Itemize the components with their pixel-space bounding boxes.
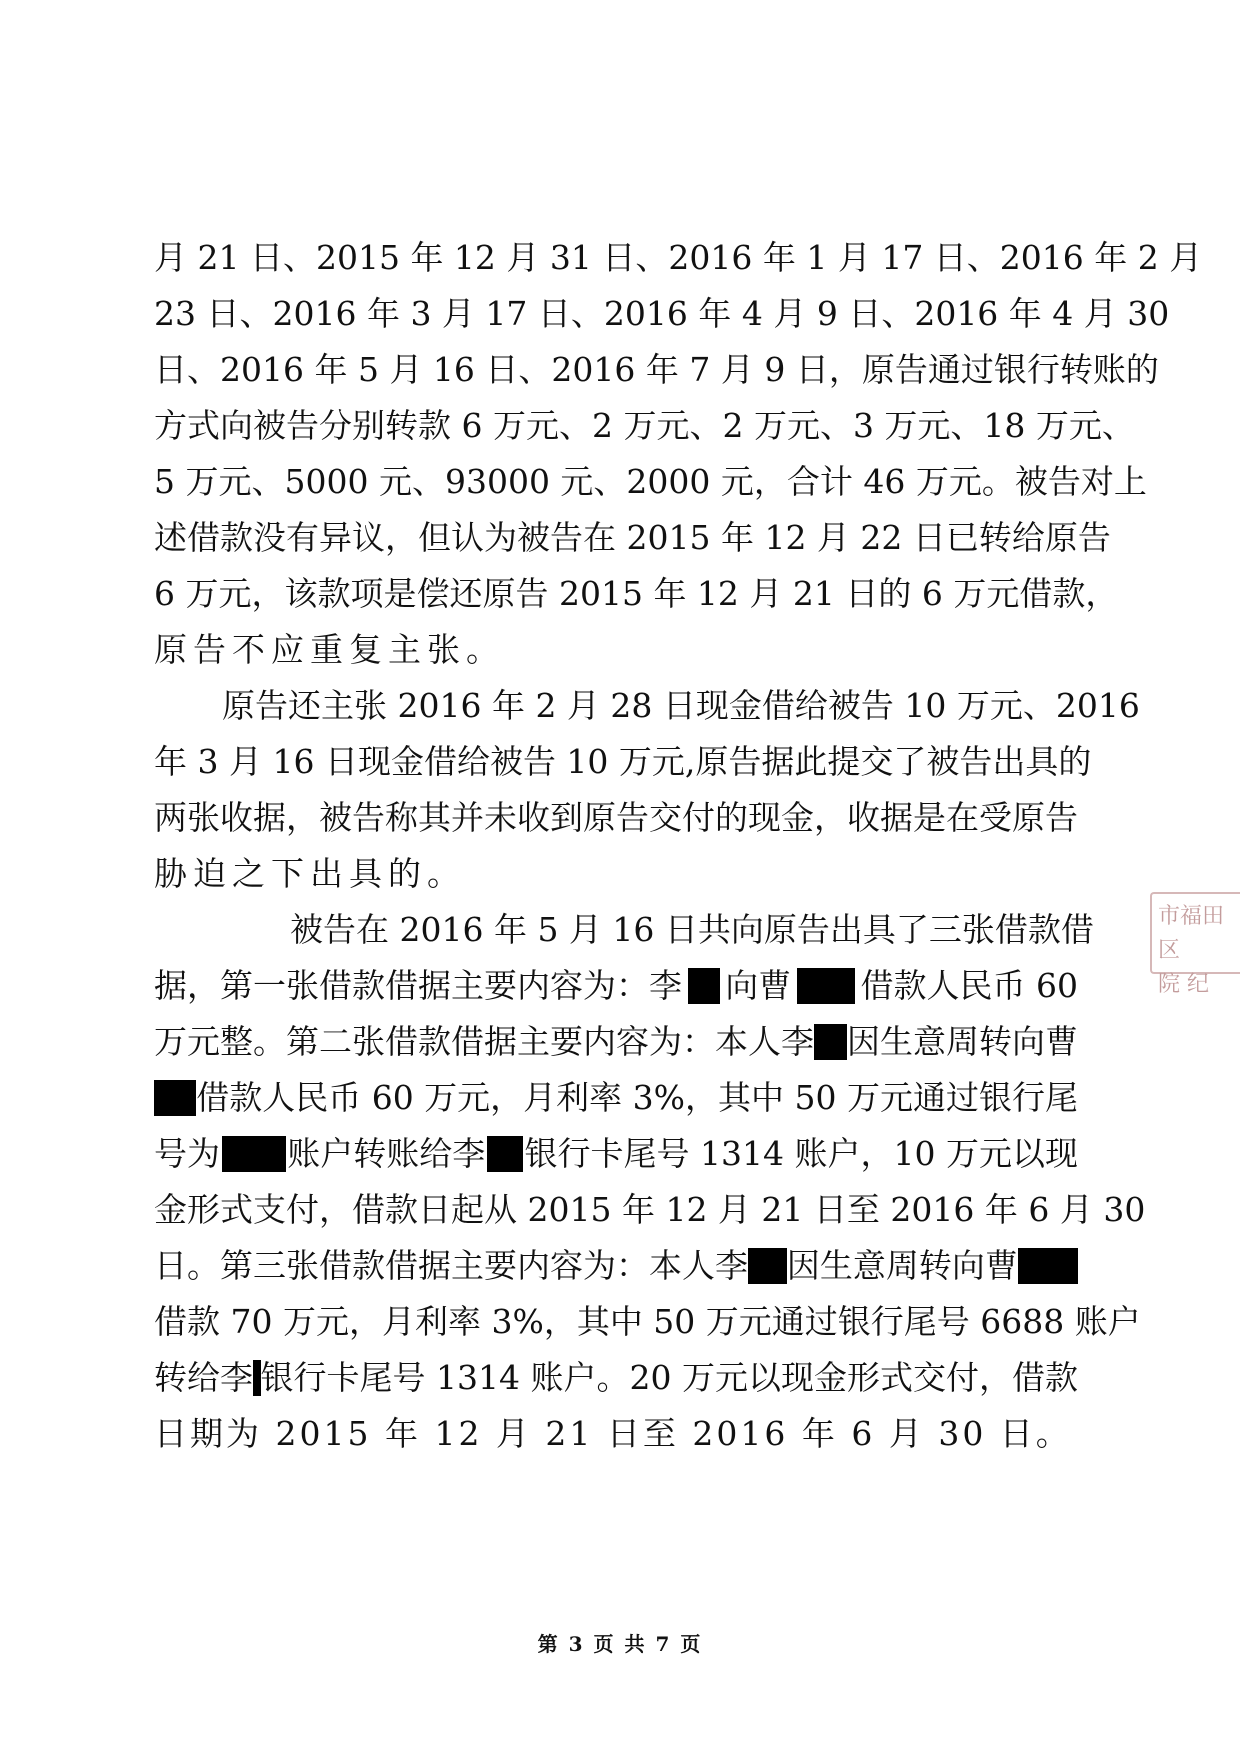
text-line: 方式向被告分别转款 6 万元、2 万元、2 万元、3 万元、18 万元、 [154, 406, 1135, 445]
text-segment: 因生意周转向曹 [786, 1246, 1018, 1285]
text-line [154, 1130, 1078, 1178]
seal-text: 市福田区 [1158, 904, 1225, 963]
seal-text: 院 纪 [1158, 972, 1209, 997]
redaction-block [748, 1248, 787, 1284]
text-line [154, 962, 1078, 1010]
text-line: 原告还主张 2016 年 2 月 28 日现金借给被告 10 万元、2016 [222, 686, 1140, 725]
redaction-block [253, 1360, 261, 1396]
text-line: 述借款没有异议，但认为被告在 2015 年 12 月 22 日已转给原告 [154, 518, 1111, 557]
text-line: 金形式支付，借款日起从 2015 年 12 月 21 日至 2016 年 6 月 30 [154, 1190, 1146, 1229]
redaction-block [1018, 1248, 1078, 1284]
text-line: 借款 70 万元，月利率 3%，其中 50 万元通过银行尾号 6688 账户 [154, 1302, 1141, 1341]
text-line [154, 1018, 1078, 1066]
text-line: 5 万元、5000 元、93000 元、2000 元，合计 46 万元。被告对上 [154, 462, 1147, 501]
text-segment: 银行卡尾号 1314 账户，10 万元以现 [524, 1134, 1078, 1173]
redaction-block [154, 1080, 196, 1116]
redaction-block [814, 1024, 847, 1060]
text-line: 胁迫之下出具的。 [154, 854, 466, 893]
text-segment: 因生意周转向曹 [847, 1022, 1078, 1061]
redaction-block [487, 1136, 523, 1172]
redaction-block [688, 968, 720, 1004]
page-number: 第 3 页 共 7 页 [537, 1632, 703, 1656]
text-line: 23 日、2016 年 3 月 17 日、2016 年 4 月 9 日、2016 年 4 月 30 [154, 294, 1170, 333]
text-line: 两张收据，被告称其并未收到原告交付的现金，收据是在受原告 [154, 798, 1078, 837]
text-segment: 银行卡尾号 1314 账户。20 万元以现金形式交付，借款 [260, 1358, 1078, 1397]
text-line: 6 万元，该款项是偿还原告 2015 年 12 月 21 日的 6 万元借款， [154, 574, 1119, 613]
text-line: 被告在 2016 年 5 月 16 日共向原告出具了三张借款借 [290, 910, 1094, 949]
text-segment: 万元整。第二张借款借据主要内容为：本人李 [154, 1022, 814, 1061]
text-segment: 据，第一张借款借据主要内容为：李 [154, 966, 682, 1005]
text-segment: 借款人民币 60 万元，月利率 3%，其中 50 万元通过银行尾 [196, 1078, 1078, 1117]
redaction-block [797, 968, 855, 1004]
text-line: 月 21 日、2015 年 12 月 31 日、2016 年 1 月 17 日、2016 年 2 月 [154, 238, 1203, 277]
text-segment: 转给李 [154, 1358, 253, 1397]
text-segment: 账户转账给李 [287, 1134, 486, 1173]
text-line [154, 1354, 1078, 1402]
text-segment: 向曹 [725, 966, 792, 1005]
text-segment: 号为 [154, 1134, 220, 1173]
text-line: 日期为 2015 年 12 月 21 日至 2016 年 6 月 30 日。 [154, 1414, 1072, 1453]
redaction-block [222, 1136, 286, 1172]
text-line: 原告不应重复主张。 [154, 630, 505, 669]
text-segment: 借款人民币 60 [860, 966, 1078, 1005]
text-line [154, 1242, 1078, 1290]
text-segment: 日。第三张借款借据主要内容为：本人李 [154, 1246, 748, 1285]
text-line: 年 3 月 16 日现金借给被告 10 万元,原告据此提交了被告出具的 [154, 742, 1092, 781]
text-line: 日、2016 年 5 月 16 日、2016 年 7 月 9 日，原告通过银行转账的 [154, 350, 1159, 389]
text-line [154, 1074, 1078, 1122]
seal-stamp [1150, 892, 1240, 997]
